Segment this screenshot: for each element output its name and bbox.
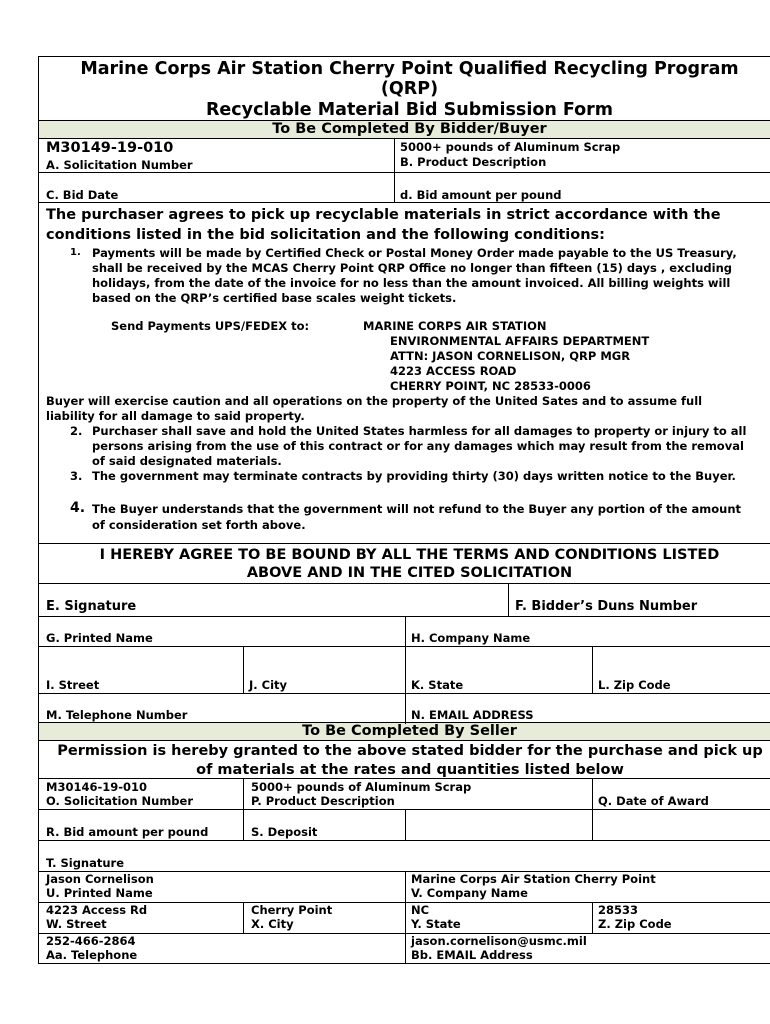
address-line-4: 4223 ACCESS ROAD: [390, 364, 517, 378]
agreement-line-1: I HEREBY AGREE TO BE BOUND BY ALL THE TERMS AND CONDITIONS LISTED: [99, 547, 720, 563]
deposit-field[interactable]: S. Deposit: [251, 825, 318, 839]
product-description-value: 5000+ pounds of Aluminum Scrap: [400, 140, 621, 154]
duns-number-field[interactable]: F. Bidder’s Duns Number: [515, 599, 698, 614]
bid-date-field[interactable]: C. Bid Date: [46, 188, 119, 202]
bid-amount-field[interactable]: d. Bid amount per pound: [400, 188, 562, 202]
form-title-line3: Recyclable Material Bid Submission Form: [205, 100, 614, 120]
city-field[interactable]: J. City: [249, 678, 288, 692]
term-item-1-text: Payments will be made by Certified Check or Postal Money Order made payable to the US Treasury, shall be received by the MCAS Cherry Point QRP Office no longer than fifteen (15) days , excluding holidays, from the date of the invoice for no less than the amount invoiced. All billing weights will based on the QRP’s certified base scales weight tickets.: [92, 246, 737, 305]
seller-state-value: NC: [411, 903, 430, 917]
seller-bid-amount-field[interactable]: R. Bid amount per pound: [46, 825, 209, 839]
telephone-field[interactable]: M. Telephone Number: [46, 708, 188, 722]
seller-street-label: W. Street: [46, 917, 107, 931]
agreement-line-2: ABOVE AND IN THE CITED SOLICITATION: [246, 565, 573, 581]
term-item-3-text: The government may terminate contracts by providing thirty (30) days written notice to the Buyer.: [92, 469, 736, 483]
address-line-5: CHERRY POINT, NC 28533-0006: [390, 379, 591, 393]
term-item-2-text: Purchaser shall save and hold the United States harmless for all damages to property or injury to all persons arising from the use of this contract or for any damages which may result from the removal of said designated materials.: [92, 424, 747, 468]
seller-company-name-label: V. Company Name: [411, 886, 528, 900]
date-of-award-field[interactable]: Q. Date of Award: [598, 794, 709, 808]
state-field[interactable]: K. State: [411, 678, 464, 692]
company-name-field[interactable]: H. Company Name: [411, 631, 531, 645]
seller-zip-label: Z. Zip Code: [598, 917, 672, 931]
seller-zip-value: 28533: [598, 903, 639, 917]
seller-solicitation-number-value: M30146-19-010: [46, 780, 148, 794]
signature-field[interactable]: E. Signature: [46, 599, 137, 614]
seller-city-value: Cherry Point: [251, 903, 333, 917]
seller-telephone-label: Aa. Telephone: [46, 948, 138, 962]
term-item-1-number: 1.: [70, 247, 81, 258]
email-field[interactable]: N. EMAIL ADDRESS: [411, 708, 534, 722]
seller-printed-name-label: U. Printed Name: [46, 886, 153, 900]
buyer-section-heading: To Be Completed By Bidder/Buyer: [272, 121, 547, 137]
terms-intro: The purchaser agrees to pick up recyclable materials in strict accordance with the conditions listed in the bid solicitation and the following conditions:: [46, 207, 721, 243]
seller-section-heading: To Be Completed By Seller: [302, 723, 517, 739]
seller-printed-name-value: Jason Cornelison: [46, 872, 154, 886]
term-item-4-number: 4.: [70, 500, 86, 516]
seller-product-description-label: P. Product Description: [251, 794, 395, 808]
address-line-3: ATTN: JASON CORNELISON, QRP MGR: [390, 349, 631, 363]
send-payments-label: Send Payments UPS/FEDEX to:: [111, 319, 310, 333]
seller-telephone-value: 252-466-2864: [46, 934, 136, 948]
address-line-1: MARINE CORPS AIR STATION: [363, 319, 547, 333]
permission-text: Permission is hereby granted to the above stated bidder for the purchase and pick up of materials at the rates and quantities listed below: [57, 743, 763, 778]
seller-product-description-value: 5000+ pounds of Aluminum Scrap: [251, 780, 472, 794]
seller-signature-field[interactable]: T. Signature: [46, 856, 125, 870]
street-field[interactable]: I. Street: [46, 678, 100, 692]
product-description-label: B. Product Description: [400, 155, 547, 169]
printed-name-field[interactable]: G. Printed Name: [46, 631, 153, 645]
solicitation-number-value: M30149-19-010: [46, 140, 174, 156]
term-item-4: [70, 501, 750, 533]
zip-code-field[interactable]: L. Zip Code: [598, 678, 671, 692]
seller-email-value: jason.cornelison@usmc.mil: [411, 934, 587, 948]
term-item-1: [70, 246, 750, 306]
solicitation-number-label: A. Solicitation Number: [46, 158, 193, 172]
term-item-3: [70, 469, 750, 484]
seller-company-name-value: Marine Corps Air Station Cherry Point: [411, 872, 656, 886]
seller-email-label: Bb. EMAIL Address: [411, 948, 533, 962]
term-item-2: [70, 424, 750, 469]
seller-street-value: 4223 Access Rd: [46, 903, 148, 917]
term-item-2-number: 2.: [70, 424, 83, 438]
seller-city-label: X. City: [251, 917, 294, 931]
term-item-4-text: The Buyer understands that the government will not refund to the Buyer any portion of the amount of consideration set forth above.: [92, 502, 742, 532]
form-title-line2: (QRP): [380, 79, 439, 99]
seller-state-label: Y. State: [411, 917, 461, 931]
caution-text: Buyer will exercise caution and all operations on the property of the United Sates and to assume full liability for all damage to said property.: [46, 394, 703, 423]
seller-solicitation-number-label: O. Solicitation Number: [46, 794, 194, 808]
term-item-3-number: 3.: [70, 469, 83, 483]
address-line-2: ENVIRONMENTAL AFFAIRS DEPARTMENT: [390, 334, 650, 348]
form-title-line1: Marine Corps Air Station Cherry Point Qualified Recycling Program: [80, 59, 739, 79]
